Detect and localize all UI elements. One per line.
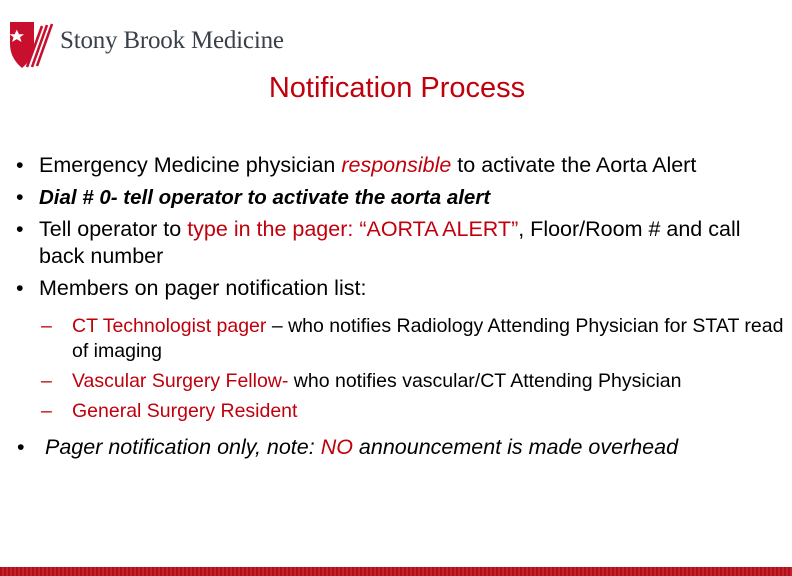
bullet-icon: • — [16, 185, 24, 209]
bullet-list — [16, 152, 786, 461]
bullet-icon: • — [16, 217, 24, 241]
bullet-text: Pager notification only, note: NO announcement is made overhead — [45, 435, 679, 459]
slide-title: Notification Process — [268, 72, 526, 104]
sub-bullet-item — [41, 399, 786, 424]
sbm-emblem-icon — [8, 18, 54, 70]
bullet-icon: • — [17, 435, 25, 459]
bullet-text: Emergency Medicine physician responsible to activate the Aorta Alert — [39, 153, 697, 177]
bullet-icon: • — [16, 276, 24, 300]
logo-text: Stony Brook Medicine — [60, 27, 284, 54]
sub-bullet-text: General Surgery Resident — [72, 400, 298, 422]
bullet-item — [16, 152, 786, 179]
dash-icon: – — [41, 315, 52, 337]
bullet-item — [16, 184, 786, 211]
bullet-item — [16, 275, 786, 302]
bullet-text: Members on pager notification list: — [39, 276, 367, 300]
bullet-text: Dial # 0- tell operator to activate the aorta alert — [39, 186, 491, 209]
bullet-item — [16, 216, 786, 270]
sub-bullet-item — [41, 314, 786, 364]
bullet-item — [17, 434, 786, 461]
sub-bullet-text: CT Technologist pager – who notifies Radiology Attending Physician for STAT read of imaging — [72, 315, 784, 362]
bullet-icon: • — [16, 153, 24, 177]
sub-bullet-item — [41, 369, 786, 394]
sub-bullet-text: Vascular Surgery Fellow- who notifies vascular/CT Attending Physician — [72, 370, 682, 392]
dash-icon: – — [41, 370, 52, 392]
footer-bar — [0, 567, 792, 576]
dash-icon: – — [41, 400, 52, 422]
bullet-text: Tell operator to type in the pager: “AORTA ALERT”, Floor/Room # and call back number — [39, 217, 741, 268]
stony-brook-medicine-logo — [8, 18, 284, 70]
